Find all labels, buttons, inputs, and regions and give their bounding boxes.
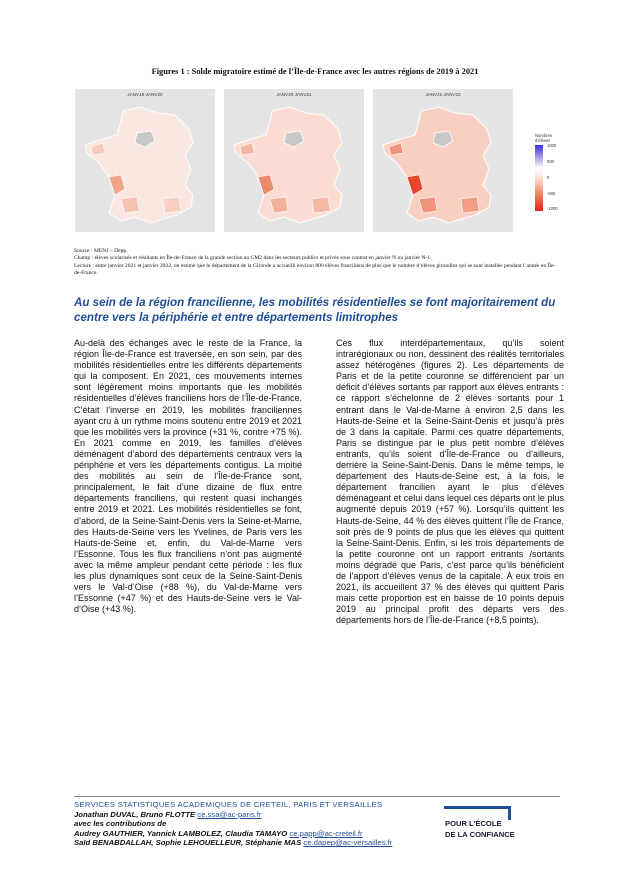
logo-text — [445, 819, 515, 840]
logo-line: DE LA CONFIANCE — [445, 829, 515, 839]
section-heading: Au sein de la région francilienne, les mobilités résidentielles se font majoritairement du centre vers la périphérie et entre départements limitrophes — [74, 296, 556, 324]
authors-names: Saïd BENABDALLAH, Sophie LEHOUELLEUR, Stéphanie MAS — [74, 838, 302, 848]
body-column-right: Ces flux interdépartementaux, qu’ils soient intrarégionaux ou non, dessinent des réalités territoriales assez hétérogènes (figures 2). Les départements de Paris et de la petite couronne se différencient par un déficit d’élèves sortants par rapport aux élèves entrants : ce rapport s’échelonne de 2 élèves sortants pour 1 entrant dans le Val-de-Marne à environ 2,5 dans les Hauts-de-Seine et la Seine-Saint-Denis et jusqu’à près de 3 dans la capitale. Parmi ces quatre départements, Paris se distingue par le plus petit nombre d’élèves entrants, qu’ils soient d’Île-de-France ou d’ailleurs, derrière la Seine-Saint-Denis. Dans le même temps, le département des Hauts-de-Seine est, à la fois, le département francilien ayant le plus d’élèves déménageant et celui dans lequel ces départs ont le plus augmenté depuis 2019 (+57 %). Lorsqu’ils quittent les Hauts-de-Seine, 44 % des élèves quittent l’Île de France, soit près de 9 points de plus que les élèves qui quittent la Seine-Saint-Denis. Enfin, si les trois départements de la petite couronne ont un rapport entrants /sortants moins dégradé que Paris, c’est parce qu’ils bénéficient de l’apport d’élèves venus de la capitale. À eux trois en 2021, ils accueillent 37 % des élèves qui quittent Paris mais cette proportion est en baisse de 10 points depuis 2019 au principal profit des départs vers des départements hors de l’Île-de-France (+8,5 points). — [336, 338, 564, 626]
footer-authors-line — [74, 838, 434, 848]
map-panel-2021 — [373, 89, 513, 232]
legend-tick: 1000 — [547, 143, 557, 148]
footer-organization: SERVICES STATISTIQUES ACADEMIQUES DE CRETEIL, PARIS ET VERSAILLES — [74, 800, 383, 809]
legend-color-bar — [535, 145, 543, 211]
legend-tick: 500 — [547, 159, 554, 164]
figure-source: Source : MENJ – Depp. — [74, 248, 128, 254]
footer-divider — [74, 796, 560, 797]
body-column-left: Au-delà des échanges avec le reste de la France, la région Île-de-France est traversée, en son sein, par des mobilités résidentielles entre les différents départements qui la composent. En 2021, ces mouvements internes sont légèrement moins importants que les mobilités résidentielles d’élèves franciliens hors de l’Île-de-France. C’était l’inverse en 2019, les mobilités franciliennes ayant cru à un rythme moins soutenu entre 2019 et 2021 que les mobilités vers la province (+31 %, contre +75 %). En 2021 comme en 2019, les familles d’élèves déménagent d’abord des départements centraux vers la périphérie et vers les départements contigus. La moitié des mobilités au sein de l’Île-de-France sont, principalement, le fait d’une dizaine de flux entre départements franciliens, qui restent quasi inchangés entre 2019 et 2021. Les mobilités résidentielles se font, d’abord, de la Seine-Saint-Denis vers la Seine-et-Marne, des Hauts-de-Seine vers les Yvelines, de Paris vers les Hauts-de-Seine et, enfin, du Val-de-Marne vers l’Essonne. Tous les flux franciliens n’ont pas augmenté avec la même ampleur pendant cette période : les flux les plus dynamiques sont ceux de la Seine-Saint-Denis vers le Val-d’Oise (+88 %), du Val-de-Marne vers l’Essonne (+47 %) et des Hauts-de-Seine vers le Val-d’Oise (+43 %). — [74, 338, 302, 615]
map-panel-2020 — [224, 89, 364, 232]
legend-tick: -500 — [547, 191, 556, 196]
figure-title: Figures 1 : Solde migratoire estimé de l’Île-de-France avec les autres régions de 2019 à 2021 — [151, 67, 479, 76]
map-legend — [535, 133, 575, 211]
footer-credits — [74, 800, 434, 848]
france-map — [379, 103, 507, 228]
logo-bar — [508, 806, 511, 820]
map-panel-2019 — [75, 89, 215, 232]
email-link[interactable]: ce.ssa@ac-paris.fr — [197, 809, 262, 819]
legend-title — [535, 133, 575, 143]
authors-names: Audrey GAUTHIER, Yannick LAMBOLEZ, Claudia TAMAYO — [74, 828, 288, 838]
france-map — [81, 103, 209, 228]
figure-champ: Champ : élèves scolarisés et résidants en Île-de-France de la grande section au CM2 dans les secteurs publics et privés sous contrat en janvier N ou janvier N-1. — [74, 255, 432, 262]
logo-bar — [444, 806, 508, 809]
footer-authors-line — [74, 829, 434, 839]
figure-notes — [74, 248, 560, 278]
logo-line: POUR L’ÉCOLE — [445, 819, 502, 828]
email-link[interactable]: ce.dapep@ac-versailles.fr — [303, 838, 393, 848]
authors-names: Jonathan DUVAL, Bruno FLOTTE — [74, 809, 196, 819]
legend-tick: 0 — [547, 175, 550, 180]
map-panel-label: JANV19-JANV20 — [127, 92, 163, 97]
map-panel-label: JANV20-JANV21 — [276, 92, 312, 97]
map-panel-label: JANV21-JANV22 — [425, 92, 461, 97]
figure-lecture: Lecture : entre janvier 2021 et janvier 2022, on estime que le département de la Gironde a accueilli environ 800 élèves franciliens de plus que le nombre d’élèves girondins qui se sont installés pendant l’année en Île-de-France. — [74, 262, 556, 277]
footer-contrib-label: avec les contributions de — [74, 819, 167, 829]
legend-title-line: d’élèves — [535, 138, 551, 143]
email-link[interactable]: ce.papp@ac-creteil.fr — [289, 828, 363, 838]
legend-tick: -1000 — [547, 206, 558, 211]
france-map — [230, 103, 358, 228]
legend-title-line: Nombres — [535, 133, 552, 138]
footer-authors-line — [74, 810, 434, 820]
ministry-logo — [444, 806, 539, 850]
